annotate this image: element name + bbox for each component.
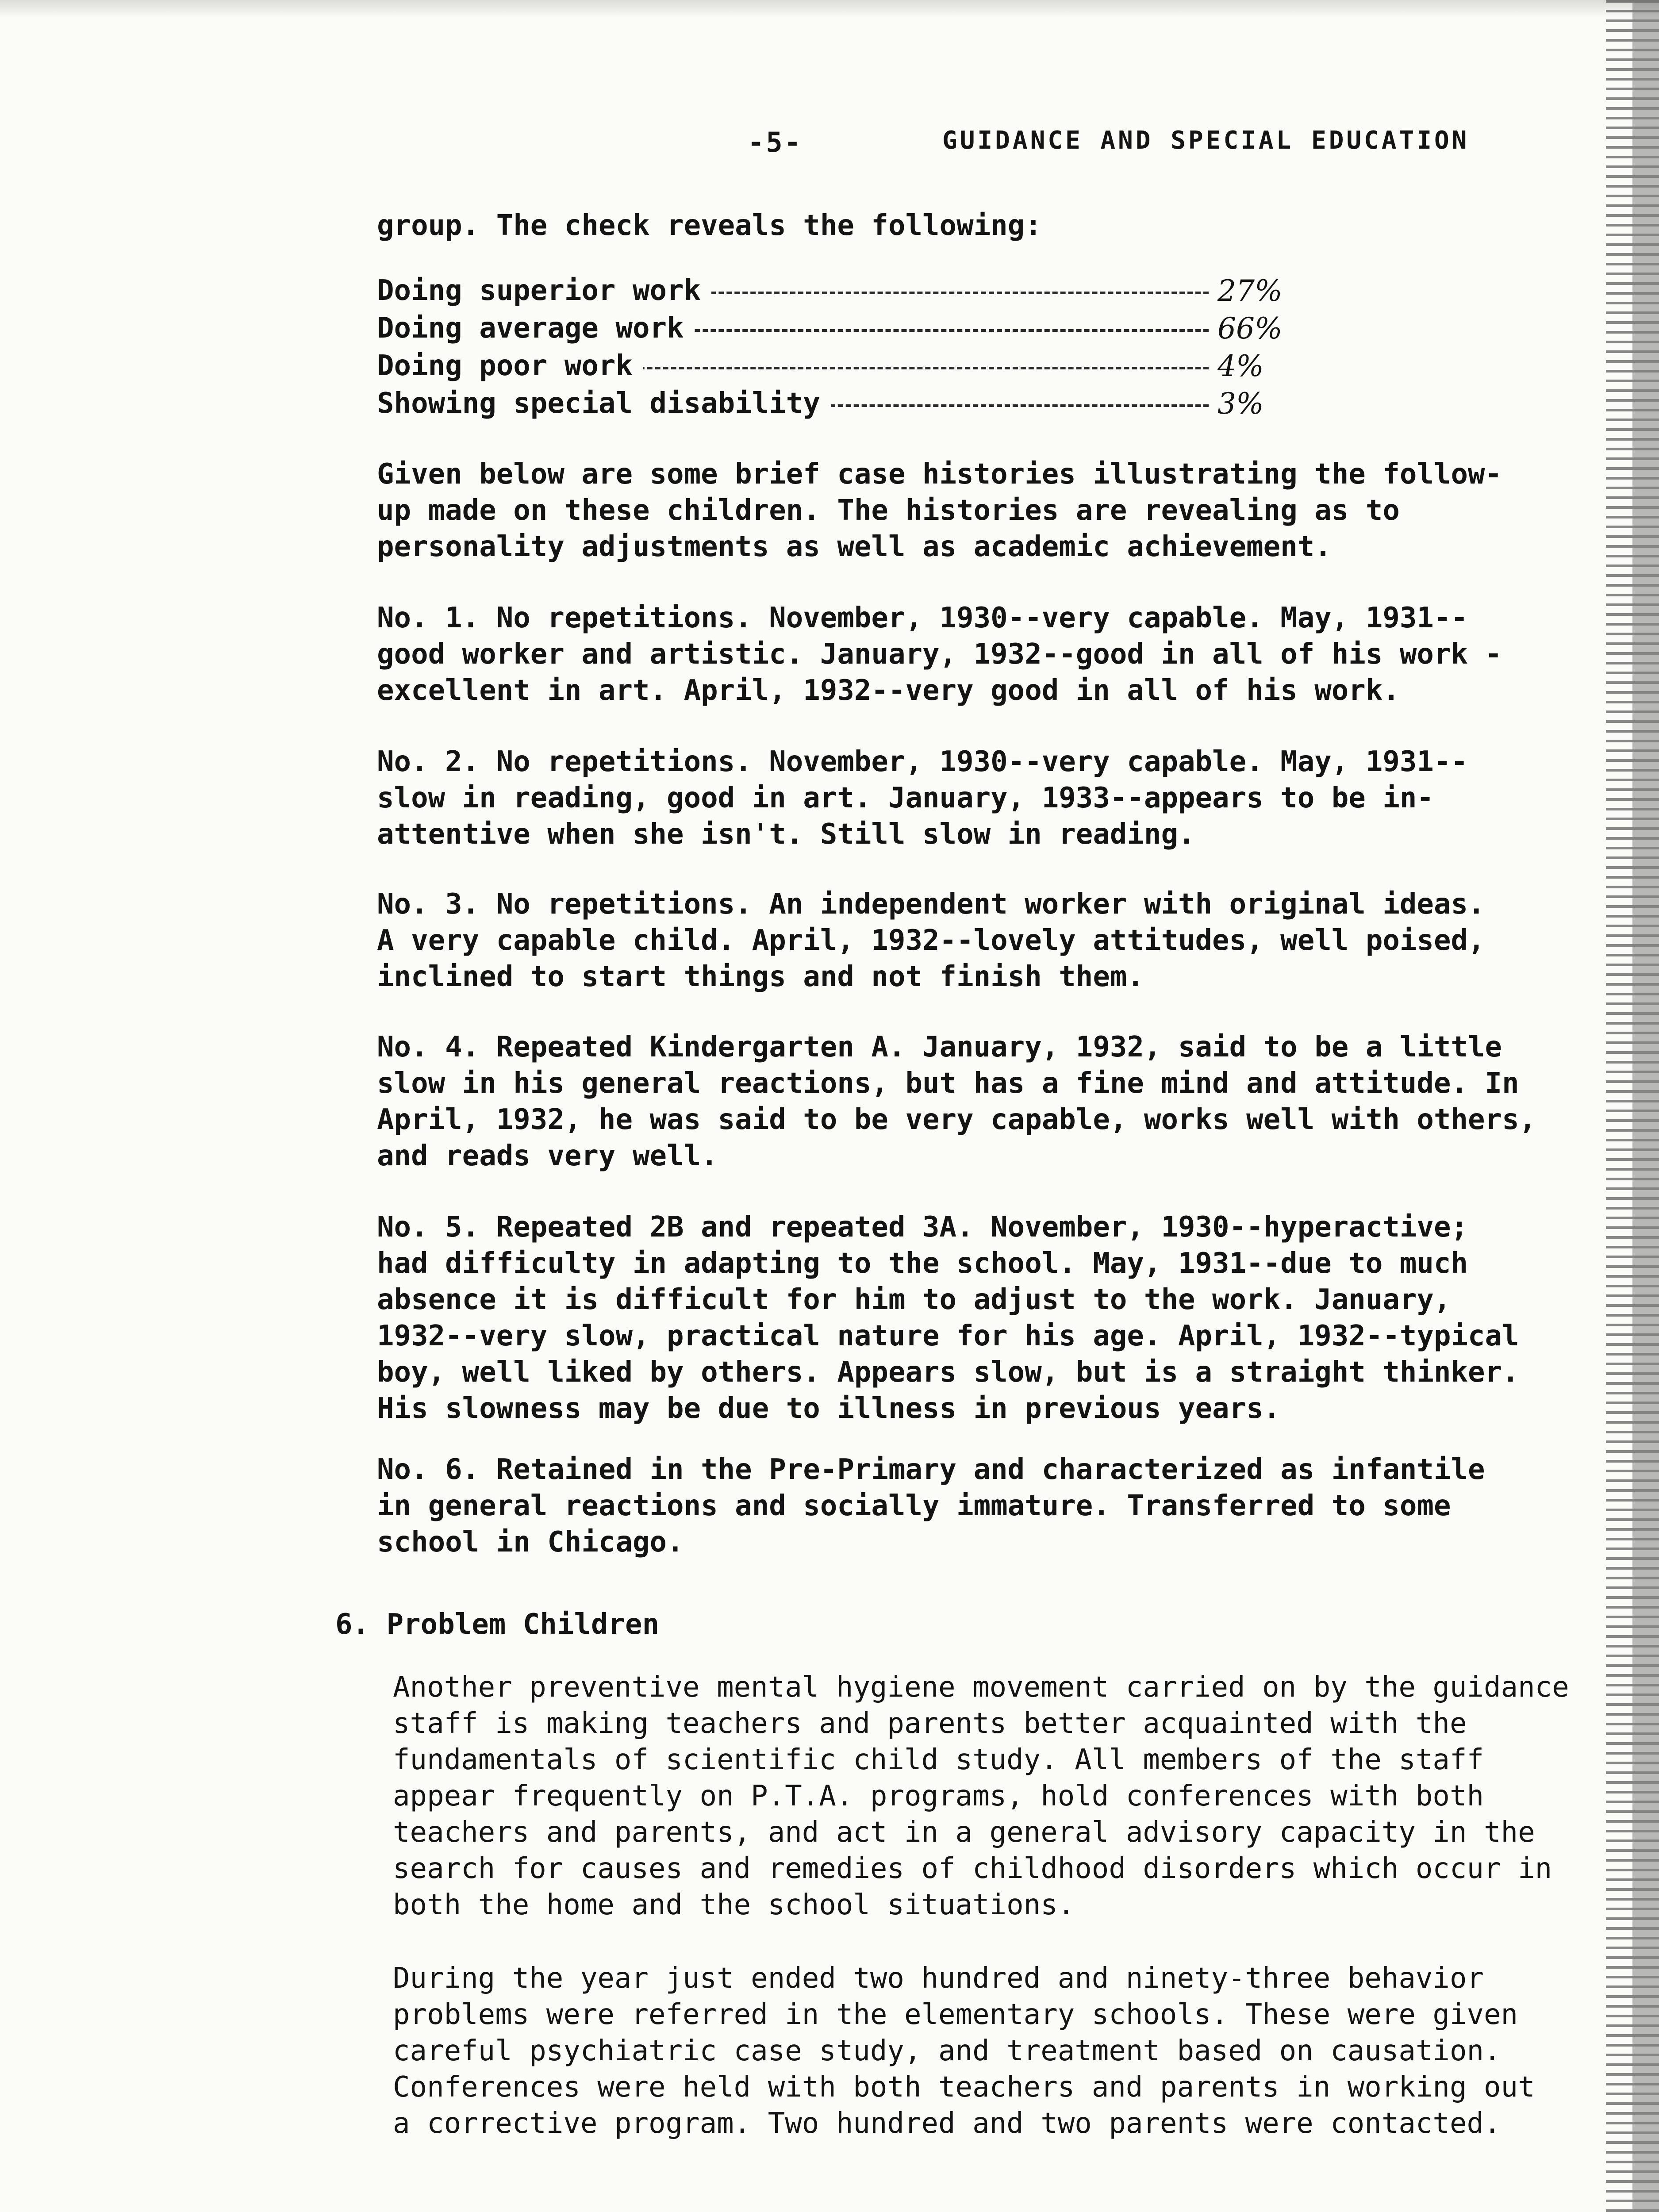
text-line: No. 6. Retained in the Pre-Primary and characterized as infantile <box>377 1453 1485 1486</box>
summary-value: 3% <box>1217 389 1284 419</box>
text-line: No. 2. No repetitions. November, 1930--very capable. May, 1931-- <box>377 745 1468 778</box>
text-line: Conferences were held with both teachers and parents in working out <box>393 2071 1535 2104</box>
summary-label: Doing average work <box>377 312 684 345</box>
text-line: excellent in art. April, 1932--very good in all of his work. <box>377 674 1400 707</box>
text-line: and reads very well. <box>377 1140 718 1172</box>
text-line: staff is making teachers and parents better acquainted with the <box>393 1707 1467 1740</box>
text-line: up made on these children. The histories are revealing as to <box>377 494 1400 527</box>
page-header <box>748 126 1544 161</box>
summary-row <box>377 276 1284 308</box>
text-line: slow in reading, good in art. January, 1933--appears to be in- <box>377 782 1434 814</box>
text-line: search for causes and remedies of childhood disorders which occur in <box>393 1852 1552 1885</box>
text-line: teachers and parents, and act in a general advisory capacity in the <box>393 1816 1535 1849</box>
text-line: Another preventive mental hygiene movement carried on by the guidance <box>393 1671 1569 1704</box>
summary-value: 66% <box>1217 314 1284 343</box>
text-line: slow in his general reactions, but has a fine mind and attitude. In <box>377 1067 1519 1100</box>
text-line: school in Chicago. <box>377 1526 684 1559</box>
text-line: Given below are some brief case histories illustrating the follow- <box>377 458 1502 491</box>
summary-label: Doing poor work <box>377 349 633 382</box>
text-line: appear frequently on P.T.A. programs, hold conferences with both <box>393 1780 1484 1813</box>
text-line: problems were referred in the elementary schools. These were given <box>393 1998 1518 2031</box>
summary-row <box>377 311 1284 346</box>
text-line: careful psychiatric case study, and treatment based on causation. <box>393 2035 1501 2067</box>
scan-right-edge <box>1606 0 1659 2212</box>
text-line: both the home and the school situations. <box>393 1889 1075 1921</box>
text-line: No. 3. No repetitions. An independent worker with original ideas. <box>377 888 1485 921</box>
text-line: No. 5. Repeated 2B and repeated 3A. November, 1930--hyperactive; <box>377 1211 1468 1244</box>
text-line: had difficulty in adapting to the school. May, 1931--due to much <box>377 1247 1468 1280</box>
text-line: fundamentals of scientific child study. All members of the staff <box>393 1743 1484 1776</box>
text-line: April, 1932, he was said to be very capable, works well with others, <box>377 1103 1536 1136</box>
scan-top-edge <box>0 0 1659 18</box>
text-line: No. 1. No repetitions. November, 1930--very capable. May, 1931-- <box>377 602 1468 634</box>
text-line: absence it is difficult for him to adjust to the work. January, <box>377 1283 1451 1316</box>
text-line: attentive when she isn't. Still slow in reading. <box>377 818 1195 851</box>
text-line: personality adjustments as well as academic achievement. <box>377 530 1332 563</box>
summary-value: 4% <box>1217 352 1284 381</box>
text-line: a corrective program. Two hundred and two parents were contacted. <box>393 2107 1501 2140</box>
running-head: GUIDANCE AND SPECIAL EDUCATION <box>942 126 1470 155</box>
text-line: 1932--very slow, practical nature for his age. April, 1932--typical <box>377 1320 1519 1352</box>
text-line: During the year just ended two hundred and ninety-three behavior <box>393 1962 1484 1995</box>
text-line: boy, well liked by others. Appears slow, but is a straight thinker. <box>377 1356 1519 1389</box>
text-line: good worker and artistic. January, 1932--good in all of his work - <box>377 638 1502 671</box>
summary-value: 27% <box>1217 276 1284 306</box>
text-line: A very capable child. April, 1932--lovely attitudes, well poised, <box>377 924 1485 957</box>
text-line: inclined to start things and not finish them. <box>377 960 1144 993</box>
summary-label: Showing special disability <box>377 387 820 420</box>
intro-line: group. The check reveals the following: <box>377 209 1042 242</box>
summary-row <box>377 349 1284 384</box>
text-line: in general reactions and socially immature. Transferred to some <box>377 1490 1451 1522</box>
section-heading: 6. Problem Children <box>335 1608 660 1641</box>
summary-label: Doing superior work <box>377 274 701 307</box>
page-number: -5- <box>748 126 803 158</box>
text-line: His slowness may be due to illness in previous years. <box>377 1392 1281 1425</box>
text-line: No. 4. Repeated Kindergarten A. January, 1932, said to be a little <box>377 1031 1502 1064</box>
summary-row <box>377 389 1284 421</box>
